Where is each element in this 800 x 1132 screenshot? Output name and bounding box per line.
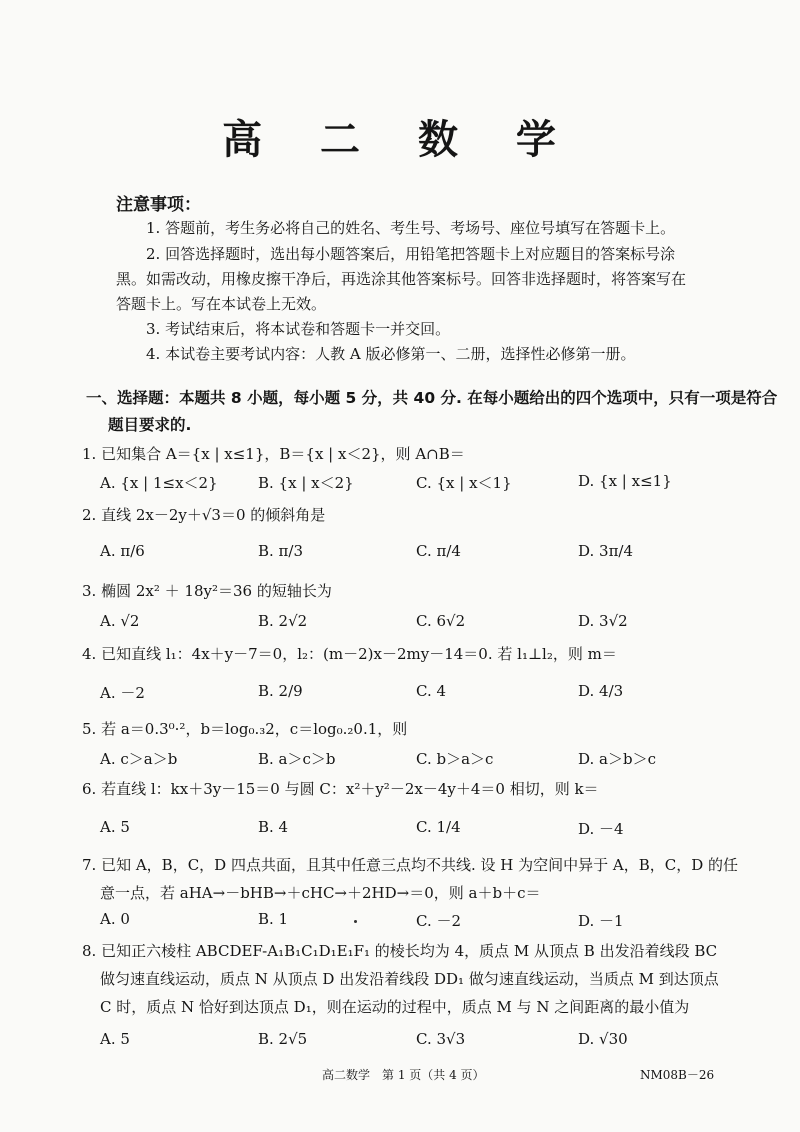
page-title: 高 二 数 学 — [222, 117, 578, 163]
note-line: 3. 考试结束后，将本试卷和答题卡一并交回。 — [146, 320, 451, 338]
q7-option-d: D. －1 — [578, 912, 624, 930]
q1-option-b: B. {x | x＜2} — [258, 474, 354, 492]
question-8-stem-cont: C 时，质点 N 恰好到达顶点 D₁，则在运动的过程中，质点 M 与 N 之间距离的最小值为 — [100, 998, 690, 1016]
q1-option-c: C. {x | x＜1} — [416, 474, 512, 492]
q8-option-b: B. 2√5 — [258, 1030, 308, 1048]
q6-option-d: D. －4 — [578, 820, 624, 838]
section-heading: 一、选择题：本题共 8 小题，每小题 5 分，共 40 分. 在每小题给出的四个选项中，只有一项是符合 — [86, 389, 778, 407]
q5-option-c: C. b＞a＞c — [416, 750, 494, 768]
question-8-stem: 8. 已知正六棱柱 ABCDEF-A₁B₁C₁D₁E₁F₁ 的棱长均为 4，质点 M 从顶点 B 出发沿着线段 BC — [82, 942, 718, 960]
q3-option-d: D. 3√2 — [578, 612, 628, 630]
q3-option-a: A. √2 — [100, 612, 140, 630]
note-line: 4. 本试卷主要考试内容：人教 A 版必修第一、二册，选择性必修第一册。 — [146, 345, 636, 363]
q7-option-c: C. －2 — [416, 912, 462, 930]
section-heading-cont: 题目要求的. — [108, 416, 192, 434]
q2-option-a: A. π/6 — [100, 542, 145, 560]
q5-option-d: D. a＞b＞c — [578, 750, 656, 768]
question-2-stem: 2. 直线 2x－2y＋√3＝0 的倾斜角是 — [82, 506, 326, 524]
page-footer: 高二数学 第 1 页（共 4 页） — [322, 1068, 485, 1082]
q1-option-d: D. {x | x≤1} — [578, 472, 672, 490]
q8-option-d: D. √30 — [578, 1030, 628, 1048]
q3-option-b: B. 2√2 — [258, 612, 308, 630]
question-5-stem: 5. 若 a＝0.3⁰·²，b＝log₀.₃2，c＝log₀.₂0.1，则 — [82, 720, 408, 738]
q1-option-a: A. {x | 1≤x＜2} — [100, 474, 218, 492]
question-8-stem-cont: 做匀速直线运动，质点 N 从顶点 D 出发沿着线段 DD₁ 做匀速直线运动，当质点 M 到达顶点 — [100, 970, 719, 988]
q8-option-c: C. 3√3 — [416, 1030, 466, 1048]
q4-option-b: B. 2/9 — [258, 682, 303, 700]
question-7-stem: 7. 已知 A，B，C，D 四点共面，且其中任意三点均不共线. 设 H 为空间中异于 A，B，C，D 的任 — [82, 856, 739, 874]
q2-option-d: D. 3π/4 — [578, 542, 634, 560]
q5-option-a: A. c＞a＞b — [100, 750, 178, 768]
q2-option-b: B. π/3 — [258, 542, 304, 560]
question-7-stem-cont: 意一点，若 aHA→－bHB→＋cHC→＋2HD→＝0，则 a＋b＋c＝ — [100, 884, 541, 902]
q7-option-a: A. 0 — [100, 910, 130, 928]
note-line: 黑。如需改动，用橡皮擦干净后，再选涂其他答案标号。回答非选择题时，将答案写在 — [116, 270, 687, 288]
question-1-stem: 1. 已知集合 A＝{x | x≤1}，B＝{x | x＜2}，则 A∩B＝ — [82, 445, 465, 463]
q3-option-c: C. 6√2 — [416, 612, 466, 630]
question-6-stem: 6. 若直线 l：kx＋3y－15＝0 与圆 C：x²＋y²－2x－4y＋4＝0 相切，则 k＝ — [82, 780, 599, 798]
scan-speck — [354, 920, 357, 923]
question-3-stem: 3. 椭圆 2x² ＋ 18y²＝36 的短轴长为 — [82, 582, 332, 600]
note-line: 答题卡上。写在本试卷上无效。 — [116, 295, 327, 313]
note-line: 1. 答题前，考生务必将自己的姓名、考生号、考场号、座位号填写在答题卡上。 — [146, 219, 676, 237]
note-line: 2. 回答选择题时，选出每小题答案后，用铅笔把答题卡上对应题目的答案标号涂 — [146, 245, 676, 263]
q7-option-b: B. 1 — [258, 910, 289, 928]
q4-option-d: D. 4/3 — [578, 682, 624, 700]
q6-option-c: C. 1/4 — [416, 818, 461, 836]
q5-option-b: B. a＞c＞b — [258, 750, 336, 768]
q6-option-a: A. 5 — [100, 818, 130, 836]
q8-option-a: A. 5 — [100, 1030, 130, 1048]
question-4-stem: 4. 已知直线 l₁：4x＋y－7＝0，l₂：(m－2)x－2my－14＝0. 若 l₁⊥l₂，则 m＝ — [82, 645, 617, 663]
q2-option-c: C. π/4 — [416, 542, 461, 560]
q4-option-c: C. 4 — [416, 682, 447, 700]
q6-option-b: B. 4 — [258, 818, 289, 836]
paper-code: NM08B－26 — [640, 1068, 715, 1082]
notes-heading: 注意事项： — [116, 195, 201, 215]
q4-option-a: A. －2 — [100, 684, 145, 702]
